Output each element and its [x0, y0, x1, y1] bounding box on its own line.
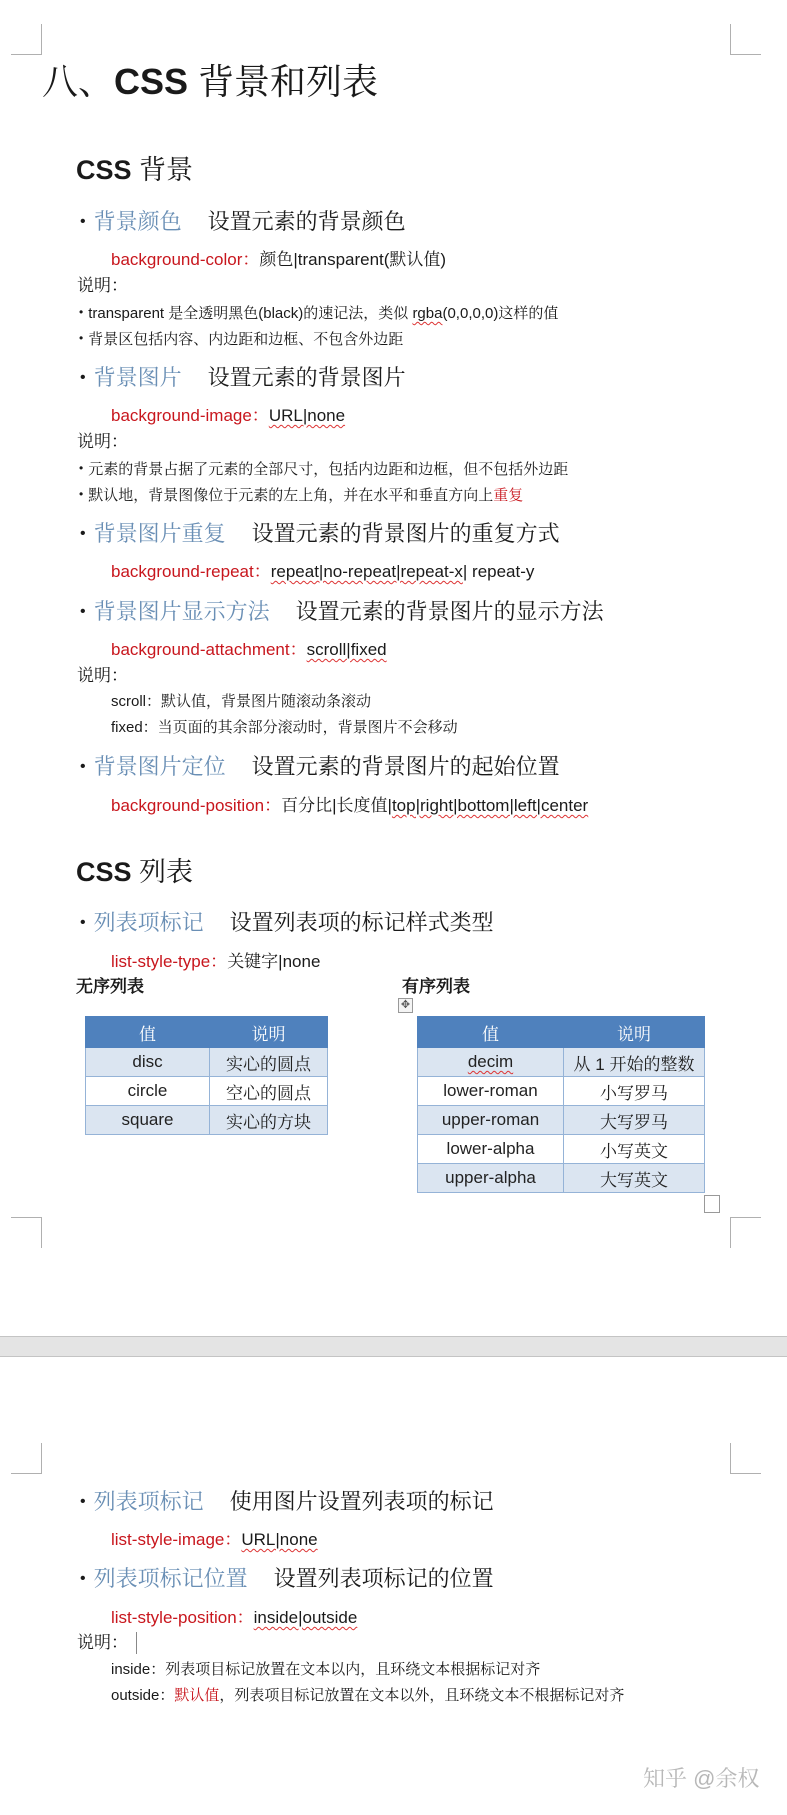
item-term: 背景图片显示方法	[93, 599, 270, 624]
bullet-dot-icon: •	[79, 305, 84, 319]
bullet-dot-icon: •	[79, 487, 84, 501]
bullet-item-list-style-image	[80, 1487, 494, 1517]
item-term: 列表项标记	[93, 1489, 204, 1514]
heading-bold: CSS	[76, 857, 132, 887]
item-desc: 设置元素的背景颜色	[207, 209, 406, 234]
note-line	[79, 327, 403, 351]
heading-rest: 列表	[131, 857, 194, 887]
prop-name: background-color：	[111, 250, 260, 269]
note-text: 背景区包括内容、内边距和边框、不包含外边距	[88, 331, 404, 348]
item-desc: 设置列表项标记的位置	[273, 1566, 494, 1591]
table-cell: 大写英文	[564, 1164, 705, 1193]
bullet-dot-icon: •	[80, 213, 86, 230]
table-header-cell: 说明	[210, 1017, 328, 1048]
item-desc: 设置列表项的标记样式类型	[229, 910, 494, 935]
note-text-spellcheck: rgba	[412, 305, 443, 322]
item-term: 背景颜色	[93, 209, 182, 234]
item-desc: 设置元素的背景图片的起始位置	[251, 754, 560, 779]
bullet-dot-icon: •	[80, 1493, 86, 1510]
bullet-dot-icon: •	[80, 758, 86, 775]
table-cell: upper-roman	[418, 1106, 564, 1135]
table-cell: circle	[86, 1077, 210, 1106]
table-row	[86, 1048, 328, 1077]
table-cell: decim	[418, 1048, 564, 1077]
table-cell: 空心的圆点	[210, 1077, 328, 1106]
note-label: 说明：	[77, 432, 128, 451]
note-line: scroll：默认值，背景图片随滚动条滚动	[111, 693, 372, 710]
table-header-row	[418, 1017, 705, 1048]
table-row	[418, 1106, 705, 1135]
table-cell: upper-alpha	[418, 1164, 564, 1193]
note-text: outside：	[111, 1687, 175, 1704]
item-desc: 设置元素的背景图片的显示方法	[295, 599, 604, 624]
prop-value: URL|none	[241, 1530, 318, 1549]
note-label: 说明：	[77, 276, 128, 295]
note-text: (0,0,0,0)这样的值	[442, 305, 559, 322]
item-desc: 使用图片设置列表项的标记	[229, 1489, 494, 1514]
note-text: 元素的背景占据了元素的全部尺寸，包括内边距和边框，但不包括外边距	[88, 461, 569, 478]
prop-line-list-style-type	[111, 950, 320, 974]
bullet-dot-icon: •	[79, 461, 84, 475]
title-prefix: 八、	[42, 61, 115, 102]
page-break	[0, 1336, 787, 1357]
unordered-list-table	[85, 1016, 328, 1135]
table-row	[418, 1077, 705, 1106]
bullet-item-background-attachment	[80, 597, 604, 627]
note-text: ，列表项目标记放置在文本以外，且环绕文本不根据标记对齐	[219, 1687, 625, 1704]
prop-line-background-image	[111, 404, 345, 428]
bullet-item-background-repeat	[80, 519, 560, 549]
item-term: 背景图片	[93, 365, 182, 390]
table-cell: 大写罗马	[564, 1106, 705, 1135]
table-header-cell: 值	[86, 1017, 210, 1048]
page-title	[42, 60, 378, 104]
note-line	[79, 301, 558, 325]
unordered-table-label: 无序列表	[76, 977, 144, 996]
table-row	[418, 1048, 705, 1077]
table-header-cell: 值	[418, 1017, 564, 1048]
bullet-item-background-color	[80, 207, 406, 237]
section-heading-background	[76, 153, 193, 187]
prop-name: background-attachment：	[111, 640, 307, 659]
crop-mark-top-right	[730, 24, 761, 55]
item-desc: 设置元素的背景图片	[207, 365, 406, 390]
note-text: transparent 是全透明黑色(black)的速记法，类似	[88, 305, 413, 322]
title-rest: 背景和列表	[188, 61, 379, 102]
note-label: 说明：	[77, 1633, 128, 1652]
table-cell: 从 1 开始的整数	[564, 1048, 705, 1077]
title-bold: CSS	[114, 61, 189, 102]
table-row	[86, 1077, 328, 1106]
prop-line-list-style-image	[111, 1528, 318, 1552]
text-cursor	[136, 1632, 137, 1654]
table-row	[86, 1106, 328, 1135]
prop-line-background-color	[111, 248, 446, 272]
table-cell: 小写英文	[564, 1135, 705, 1164]
crop-mark-top-left-page2	[11, 1443, 42, 1474]
table-resize-handle[interactable]	[704, 1195, 720, 1213]
note-line: fixed：当页面的其余部分滚动时，背景图片不会移动	[111, 719, 458, 736]
table-cell: square	[86, 1106, 210, 1135]
table-cell: 实心的方块	[210, 1106, 328, 1135]
table-header-cell: 说明	[564, 1017, 705, 1048]
watermark: 知乎 @余权	[643, 1766, 760, 1791]
prop-line-background-attachment	[111, 638, 387, 662]
ordered-table-label: 有序列表	[402, 977, 470, 996]
prop-value-spellcheck: top|right|bottom|left|center	[391, 796, 589, 815]
note-text: 默认地，背景图像位于元素的左上角，并在水平和垂直方向上	[88, 487, 494, 504]
prop-line-list-style-position	[111, 1606, 357, 1630]
prop-line-background-position	[111, 794, 588, 818]
table-cell: lower-roman	[418, 1077, 564, 1106]
table-header-row	[86, 1017, 328, 1048]
note-line	[111, 1685, 624, 1707]
prop-value: 百分比|长度值|	[281, 796, 392, 815]
note-line	[79, 457, 568, 481]
section-heading-list	[76, 855, 193, 889]
bullet-dot-icon: •	[80, 603, 86, 620]
note-label: 说明：	[77, 666, 128, 685]
prop-name: background-repeat：	[111, 562, 271, 581]
crop-mark-bottom-left	[11, 1217, 42, 1248]
item-desc: 设置元素的背景图片的重复方式	[251, 521, 560, 546]
note-line	[79, 483, 523, 507]
bullet-item-list-style-type	[80, 908, 494, 938]
table-cell: 小写罗马	[564, 1077, 705, 1106]
prop-value-rest: | repeat-y	[462, 562, 535, 581]
bullet-dot-icon: •	[80, 1570, 86, 1587]
crop-mark-top-left	[11, 24, 42, 55]
bullet-dot-icon: •	[80, 525, 86, 542]
bullet-dot-icon: •	[80, 914, 86, 931]
prop-name: background-image：	[111, 406, 269, 425]
prop-name: list-style-type：	[111, 952, 228, 971]
heading-bold: CSS	[76, 155, 132, 185]
note-line: inside：列表项目标记放置在文本以内，且环绕文本根据标记对齐	[111, 1661, 541, 1678]
prop-value: inside|outside	[253, 1608, 358, 1627]
prop-value: 颜色|transparent(默认值)	[259, 250, 447, 269]
table-row	[418, 1164, 705, 1193]
bullet-item-background-image	[80, 363, 406, 393]
bullet-dot-icon: •	[80, 369, 86, 386]
heading-rest: 背景	[131, 155, 194, 185]
bullet-item-list-style-position	[80, 1564, 494, 1594]
crop-mark-bottom-right	[730, 1217, 761, 1248]
bullet-item-background-position	[80, 752, 560, 782]
ordered-list-table	[417, 1016, 705, 1193]
prop-name: list-style-image：	[111, 1530, 242, 1549]
crop-mark-top-right-page2	[730, 1443, 761, 1474]
item-term: 背景图片定位	[93, 754, 226, 779]
note-text-highlight: 重复	[493, 487, 524, 504]
item-term: 背景图片重复	[93, 521, 226, 546]
prop-value: URL|none	[268, 406, 346, 425]
bullet-dot-icon: •	[79, 331, 84, 345]
prop-name: list-style-position：	[111, 1608, 254, 1627]
table-move-handle-icon[interactable]: ✥	[398, 998, 413, 1013]
prop-name: background-position：	[111, 796, 282, 815]
prop-line-background-repeat	[111, 560, 534, 584]
note-text-highlight: 默认值	[174, 1687, 220, 1704]
prop-value: repeat|no-repeat|repeat-x	[270, 562, 463, 581]
table-row	[418, 1135, 705, 1164]
item-term: 列表项标记	[93, 910, 204, 935]
item-term: 列表项标记位置	[93, 1566, 248, 1591]
table-cell: disc	[86, 1048, 210, 1077]
prop-value: scroll|fixed	[306, 640, 387, 659]
table-cell: 实心的圆点	[210, 1048, 328, 1077]
prop-value: 关键字|none	[227, 952, 321, 971]
table-cell: lower-alpha	[418, 1135, 564, 1164]
